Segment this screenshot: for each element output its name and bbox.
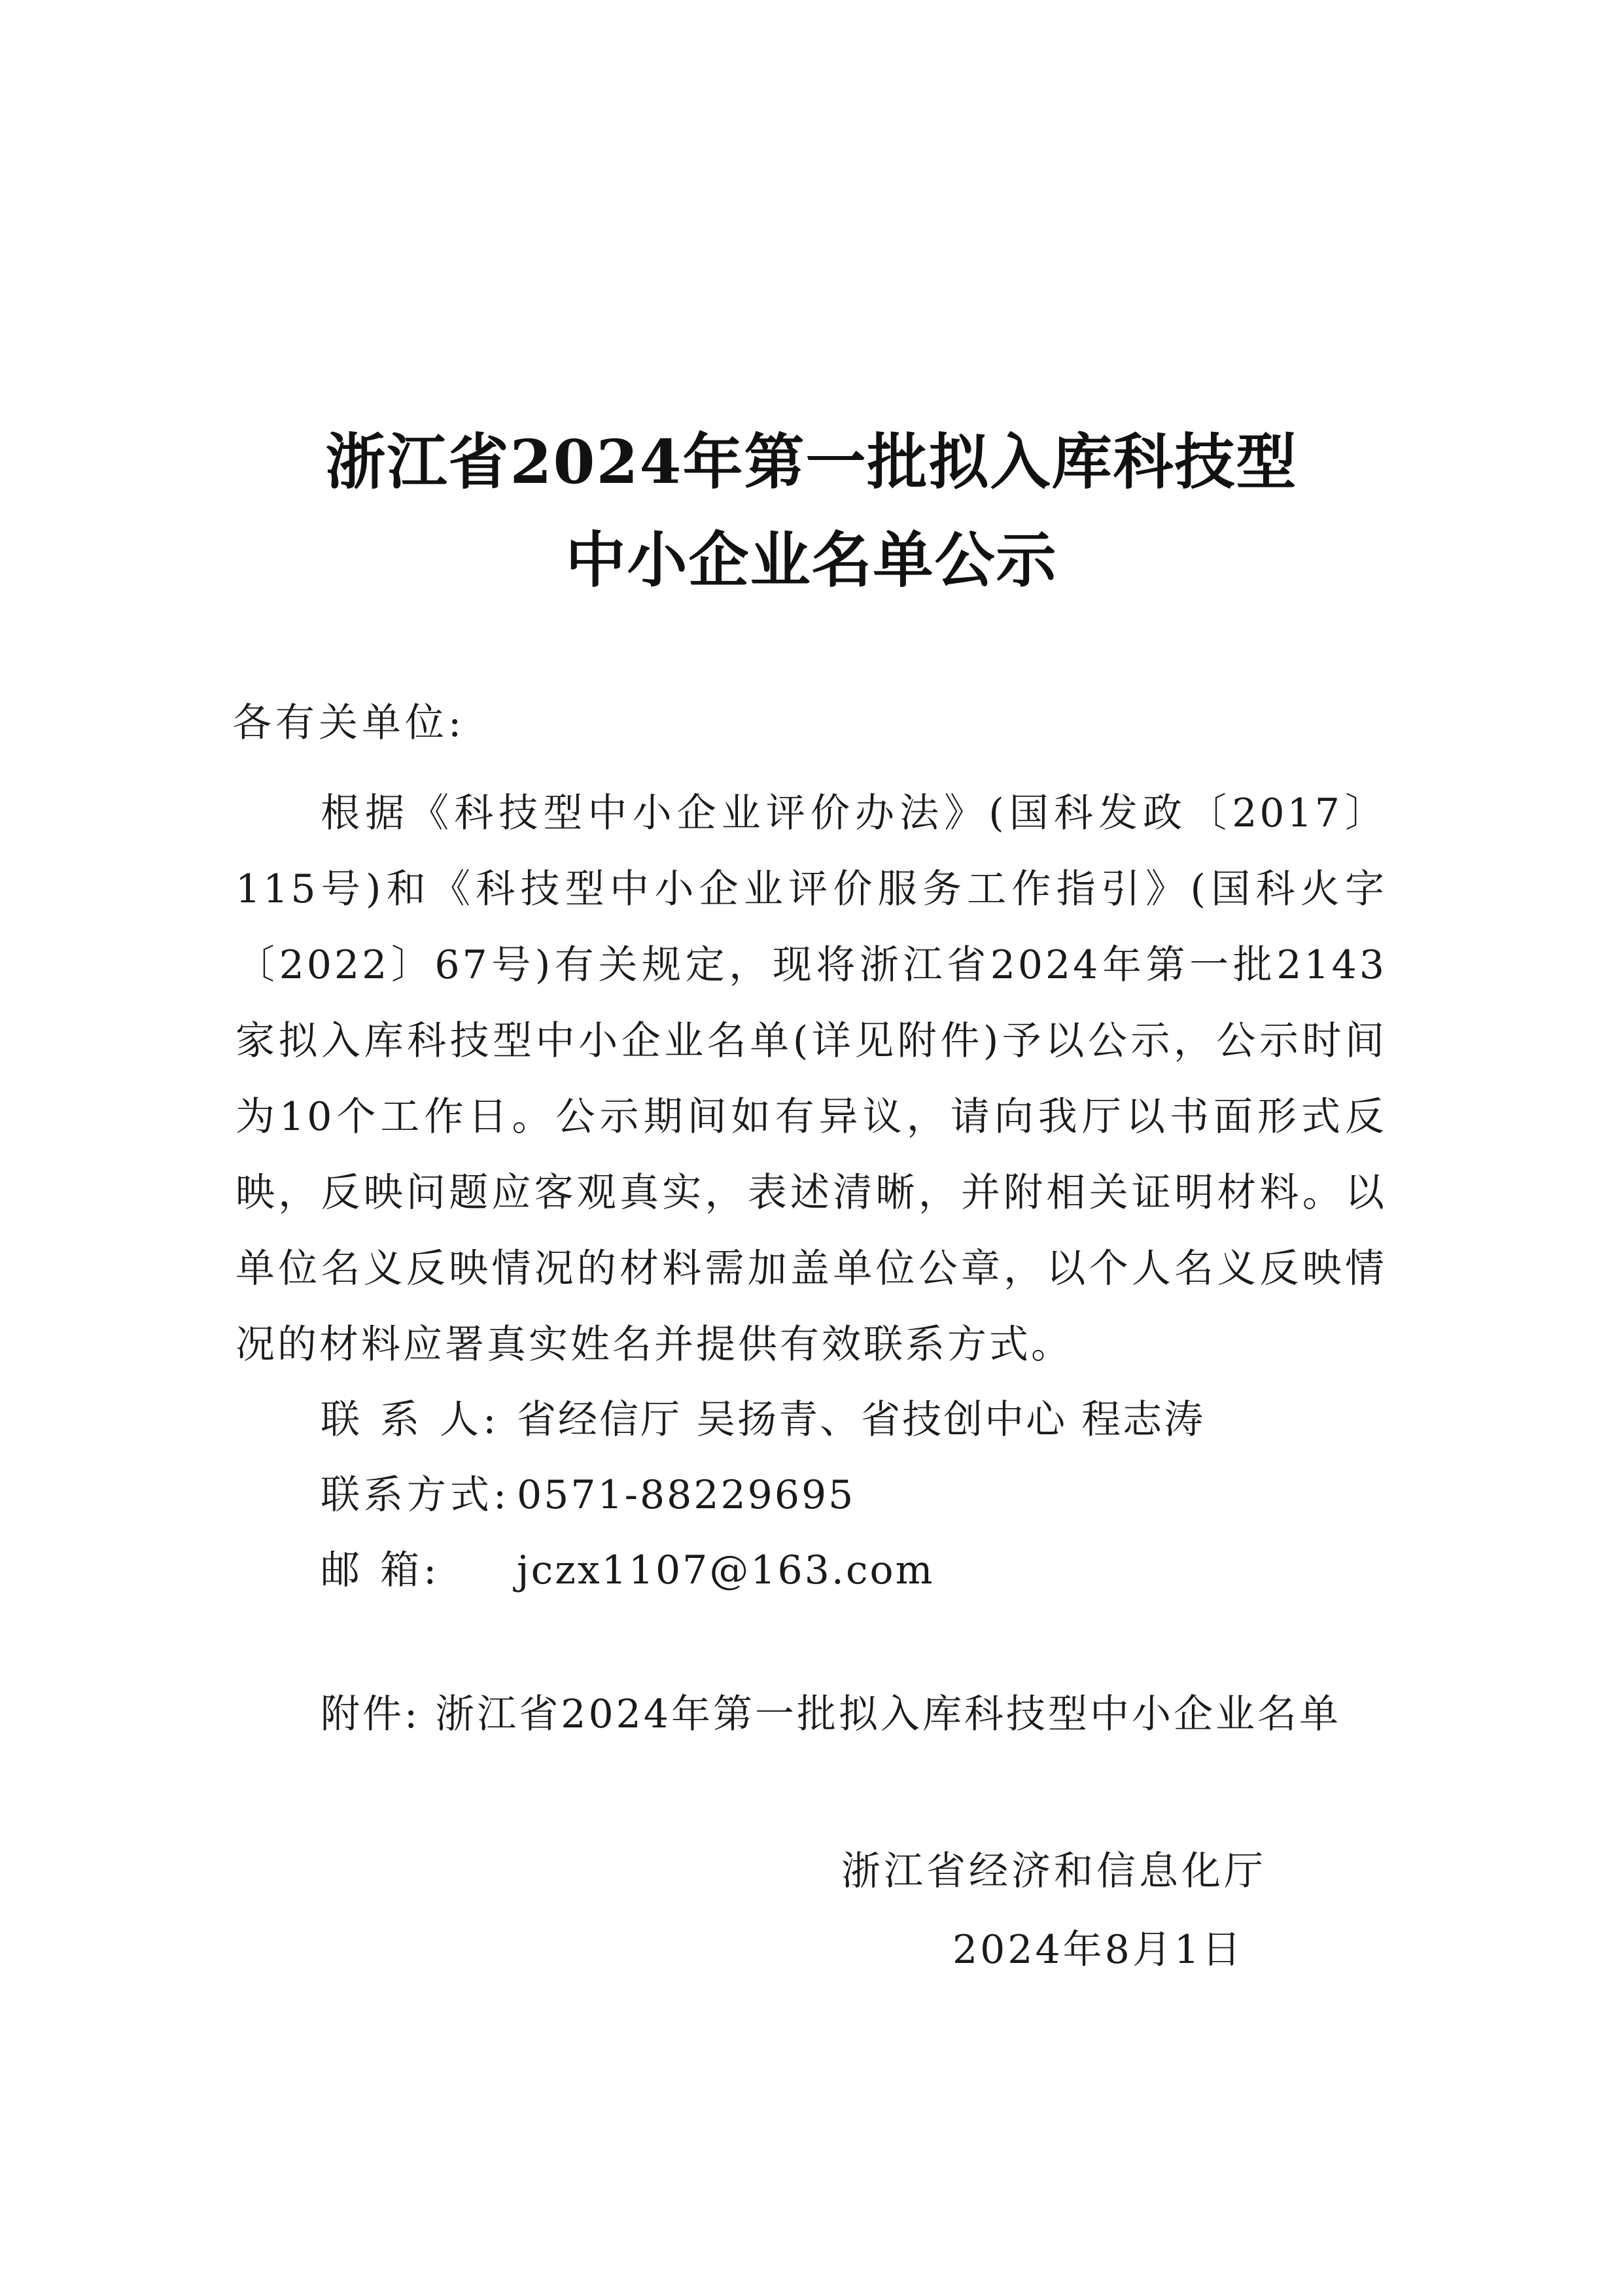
contact-person-label: 联 系 人: [321, 1397, 500, 1443]
issue-date: 2024年8月1日 [952, 1927, 1244, 1973]
salutation: 各有关单位: [232, 700, 466, 746]
attachment-note: 附件: 浙江省2024年第一批拟入库科技型中小企业名单 [321, 1691, 1341, 1737]
contact-phone-label: 联系方式: [321, 1472, 511, 1518]
document-title-line-1: 浙江省2024年第一批拟入库科技型 [325, 427, 1298, 497]
contact-phone-value: 0571-88229695 [517, 1472, 856, 1518]
contact-phone-row [321, 1472, 856, 1518]
contact-email-row [321, 1547, 935, 1593]
contact-email-value: jczx1107@163.com [517, 1547, 935, 1593]
document-title-line-2: 中小企业名单公示 [565, 525, 1058, 595]
contact-person-row [321, 1397, 1206, 1443]
contact-person-value: 省经信厅 吴扬青、省技创中心 程志涛 [517, 1397, 1206, 1443]
issuer-signature: 浙江省经济和信息化厅 [841, 1848, 1266, 1894]
contact-email-label: 邮 箱: [321, 1547, 441, 1593]
body-paragraph: 根据《科技型中小企业评价办法》(国科发政〔2017〕115号)和《科技型中小企业评价服务工作指引》(国科火字〔2022〕67号)有关规定，现将浙江省2024年第一批2143家拟入库科技型中小企业名单(详见附件)予以公示，公示时间为10个工作日。公示期间如有异议，请向我厅以书面形式反映，反映问题应客观真实，表述清晰，并附相关证明材料。以单位名义反映情况的材料需加盖单位公章，以个人名义反映情况的材料应署真实姓名并提供有效联系方式。 [236, 790, 1387, 1368]
